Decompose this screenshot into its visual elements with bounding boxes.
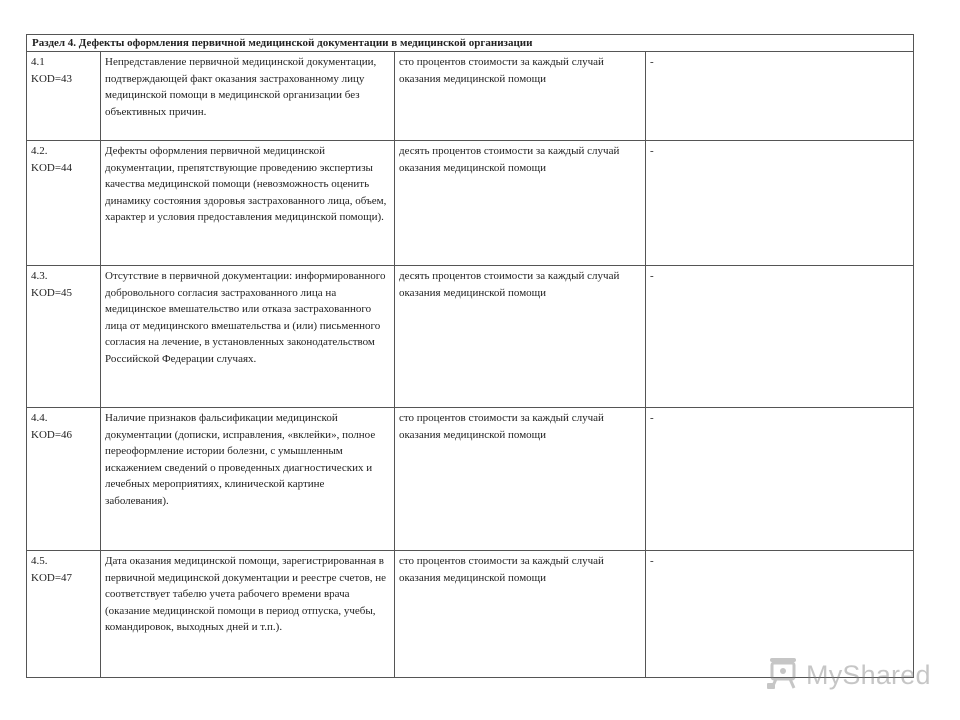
table-row [27,52,914,141]
item-extra: - [646,52,914,141]
item-number-cell [27,52,101,141]
item-code: KOD=45 [31,286,73,299]
table-row [27,266,914,408]
defects-table [26,34,914,678]
item-extra: - [646,141,914,266]
item-extra: - [646,266,914,408]
item-penalty: сто процентов стоимости за каждый случай оказания медицинской помощи [395,551,646,678]
table-row [27,408,914,551]
item-code: KOD=47 [31,571,73,584]
item-description: Непредставление первичной медицинской документации, подтверждающей факт оказания застрахованному лицу медицинской помощи в медицинской организации без объективных причин. [101,52,395,141]
item-number: 4.1 [31,56,45,68]
watermark-text: MyShared [806,660,931,690]
item-number-cell [27,551,101,678]
item-number: 4.3. [31,270,48,282]
item-penalty: десять процентов стоимости за каждый случай оказания медицинской помощи [395,141,646,266]
item-number: 4.2. [31,145,48,157]
presentation-board-icon [766,656,802,695]
item-code: KOD=43 [31,72,73,85]
item-extra: - [646,408,914,551]
item-penalty: сто процентов стоимости за каждый случай оказания медицинской помощи [395,408,646,551]
item-penalty: сто процентов стоимости за каждый случай оказания медицинской помощи [395,52,646,141]
item-penalty: десять процентов стоимости за каждый случай оказания медицинской помощи [395,266,646,408]
item-number-cell [27,141,101,266]
section-header-row [27,35,914,52]
item-extra: - [646,551,914,678]
item-description: Дата оказания медицинской помощи, зарегистрированная в первичной медицинской документации и реестре счетов, не соответствует табелю учета рабочего времени врача (оказание медицинской помощи в период отпуска, учебы, командировок, выходных дней и т.п.). [101,551,395,678]
table-row [27,141,914,266]
item-description: Наличие признаков фальсификации медицинской документации (дописки, исправления, «вклейки», полное переоформление истории болезни, с умышленным искажением сведений о проведенных диагностических и лечебных мероприятиях, клинической картине заболевания). [101,408,395,551]
item-description: Отсутствие в первичной документации: информированного добровольного согласия застрахованного лица на медицинское вмешательство или отказа застрахованного лица от медицинского вмешательства и (или) письменного согласия на лечение, в установленных законодательством Российской Федерации случаях. [101,266,395,408]
item-description: Дефекты оформления первичной медицинской документации, препятствующие проведению экспертизы качества медицинской помощи (невозможность оценить динамику состояния здоровья застрахованного лица, объем, характер и условия предоставления медицинской помощи). [101,141,395,266]
item-code: KOD=44 [31,161,73,174]
item-number: 4.5. [31,555,48,567]
item-code: KOD=46 [31,428,73,441]
item-number: 4.4. [31,412,48,424]
item-number-cell [27,266,101,408]
section-title: Раздел 4. Дефекты оформления первичной медицинской документации в медицинской организации [27,35,914,52]
item-number-cell [27,408,101,551]
watermark [766,656,931,695]
